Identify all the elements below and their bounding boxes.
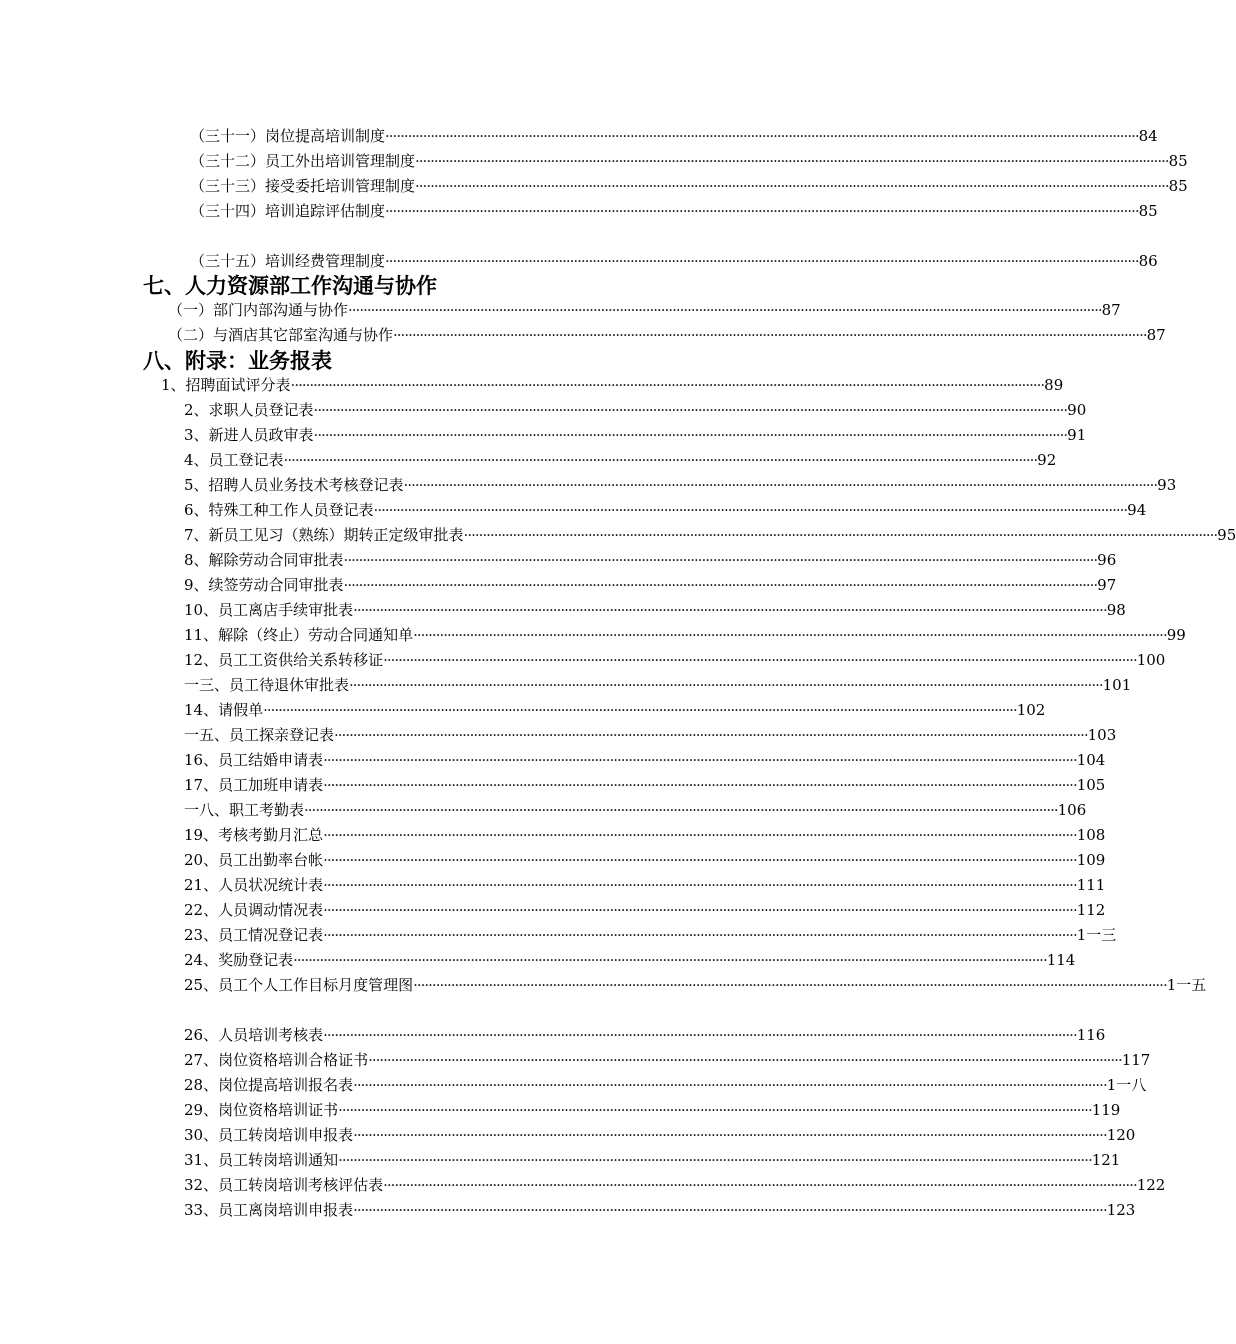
toc-page-number: 100 xyxy=(1136,651,1166,669)
toc-entry[interactable] xyxy=(184,1199,1136,1221)
toc-entry-title: 8、解除劳动合同审批表 xyxy=(184,551,344,569)
toc-page-number: 1一五 xyxy=(1166,976,1207,994)
toc-page-number: 104 xyxy=(1076,751,1106,769)
toc-entry[interactable] xyxy=(184,649,1166,671)
toc-leader: ········································································································································································································ xyxy=(385,127,1139,145)
toc-entry[interactable] xyxy=(168,299,1121,321)
toc-page-number: 1一八 xyxy=(1106,1076,1147,1094)
toc-entry[interactable] xyxy=(184,799,1087,821)
toc-entry-title: 2、求职人员登记表 xyxy=(184,401,314,419)
toc-entry-title: （三十三）接受委托培训管理制度 xyxy=(190,177,416,195)
toc-page-number: 97 xyxy=(1097,576,1117,594)
toc-entry[interactable] xyxy=(184,924,1117,946)
toc-entry-title: 10、员工离店手续审批表 xyxy=(184,601,354,619)
toc-leader: ········································································································································································································ xyxy=(323,1026,1077,1044)
toc-entry-title: 19、考核考勤月汇总 xyxy=(184,826,324,844)
toc-leader: ········································································································································································································ xyxy=(313,426,1068,444)
toc-leader: ········································································································································································································ xyxy=(313,401,1068,419)
toc-leader: ········································································································································································································ xyxy=(373,501,1128,519)
toc-leader: ········································································································································································································ xyxy=(353,1201,1107,1219)
toc-entry-title: 32、员工转岗培训考核评估表 xyxy=(184,1176,384,1194)
toc-page-number: 119 xyxy=(1091,1101,1121,1119)
toc-entry-title: 12、员工工资供给关系转移证 xyxy=(184,651,384,669)
toc-entry-title: 1、招聘面试评分表 xyxy=(161,376,291,394)
toc-page-number: 85 xyxy=(1168,177,1188,195)
toc-page-number: 84 xyxy=(1138,127,1158,145)
toc-entry-title: 14、请假单 xyxy=(184,701,264,719)
toc-entry-title: 23、员工情况登记表 xyxy=(184,926,324,944)
toc-entry[interactable] xyxy=(184,1024,1106,1046)
toc-entry[interactable] xyxy=(184,549,1117,571)
toc-page-number: 108 xyxy=(1076,826,1106,844)
toc-entry[interactable] xyxy=(184,949,1076,971)
toc-leader: ········································································································································································································ xyxy=(304,801,1058,819)
toc-entry[interactable] xyxy=(184,399,1087,421)
toc-leader: ········································································································································································································ xyxy=(283,451,1038,469)
toc-page-number: 111 xyxy=(1076,876,1106,894)
toc-entry-title: （三十一）岗位提高培训制度 xyxy=(190,127,386,145)
toc-leader: ········································································································································································································ xyxy=(323,826,1077,844)
toc-entry[interactable] xyxy=(184,1099,1121,1121)
toc-entry[interactable] xyxy=(184,524,1236,546)
toc-entry[interactable] xyxy=(184,1174,1166,1196)
toc-entry-title: 4、员工登记表 xyxy=(184,451,284,469)
toc-leader: ········································································································································································································ xyxy=(338,1151,1092,1169)
toc-leader: ········································································································································································································ xyxy=(323,901,1077,919)
toc-entry[interactable] xyxy=(184,849,1106,871)
toc-leader: ········································································································································································································ xyxy=(393,326,1147,344)
toc-entry-title: 3、新进人员政审表 xyxy=(184,426,314,444)
toc-entry[interactable] xyxy=(184,874,1106,896)
toc-page-number: 102 xyxy=(1016,701,1046,719)
toc-entry[interactable] xyxy=(184,1049,1151,1071)
toc-entry[interactable] xyxy=(184,574,1117,596)
toc-entry[interactable] xyxy=(184,474,1177,496)
toc-entry[interactable] xyxy=(184,449,1057,471)
toc-page-number: 105 xyxy=(1076,776,1106,794)
toc-leader: ········································································································································································································ xyxy=(348,301,1102,319)
toc-entry[interactable] xyxy=(184,674,1132,696)
toc-leader: ········································································································································································································ xyxy=(385,202,1139,220)
toc-leader: ········································································································································································································ xyxy=(323,876,1077,894)
toc-entry-title: （三十四）培训追踪评估制度 xyxy=(190,202,386,220)
toc-leader: ········································································································································································································ xyxy=(290,376,1045,394)
toc-page-number: 117 xyxy=(1121,1051,1151,1069)
toc-entry[interactable] xyxy=(184,824,1106,846)
toc-leader: ········································································································································································································ xyxy=(413,626,1167,644)
toc-leader: ········································································································································································································ xyxy=(383,651,1137,669)
toc-entry[interactable] xyxy=(190,200,1158,222)
section-heading-8: 八、附录：业务报表 xyxy=(143,348,332,373)
toc-page-number: 86 xyxy=(1138,252,1158,270)
toc-page-number: 120 xyxy=(1106,1126,1136,1144)
toc-leader: ········································································································································································································ xyxy=(323,776,1077,794)
toc-entry-title: 24、奖励登记表 xyxy=(184,951,294,969)
toc-leader: ········································································································································································································ xyxy=(385,252,1139,270)
toc-leader: ········································································································································································································ xyxy=(338,1101,1092,1119)
toc-entry-title: 9、续签劳动合同审批表 xyxy=(184,576,344,594)
toc-entry[interactable] xyxy=(184,499,1147,521)
toc-entry-title: 一五、员工探亲登记表 xyxy=(184,726,335,744)
toc-page-number: 99 xyxy=(1166,626,1186,644)
toc-entry-title: 27、岗位资格培训合格证书 xyxy=(184,1051,369,1069)
toc-entry[interactable] xyxy=(184,724,1117,746)
toc-entry[interactable] xyxy=(184,699,1046,721)
toc-page-number: 116 xyxy=(1076,1026,1106,1044)
toc-entry-title: 26、人员培训考核表 xyxy=(184,1026,324,1044)
toc-entry[interactable] xyxy=(184,599,1126,621)
toc-entry-title: 29、岗位资格培训证书 xyxy=(184,1101,339,1119)
toc-entry-title: （三十二）员工外出培训管理制度 xyxy=(190,152,416,170)
toc-leader: ········································································································································································································ xyxy=(383,1176,1137,1194)
toc-entry-title: （一）部门内部沟通与协作 xyxy=(168,301,349,319)
toc-entry-title: 31、员工转岗培训通知 xyxy=(184,1151,339,1169)
toc-page-number: 87 xyxy=(1101,301,1121,319)
toc-page-number: 93 xyxy=(1157,476,1177,494)
toc-entry-title: （二）与酒店其它部室沟通与协作 xyxy=(168,326,394,344)
toc-entry-title: 一三、员工待退休审批表 xyxy=(184,676,350,694)
toc-entry[interactable] xyxy=(184,774,1106,796)
toc-page-number: 112 xyxy=(1076,901,1106,919)
toc-entry-title: 5、招聘人员业务技术考核登记表 xyxy=(184,476,404,494)
toc-page-number: 103 xyxy=(1087,726,1117,744)
toc-page-number: 90 xyxy=(1067,401,1087,419)
toc-leader: ········································································································································································································ xyxy=(343,576,1098,594)
toc-page-number: 85 xyxy=(1138,202,1158,220)
toc-entry[interactable] xyxy=(168,324,1166,346)
toc-page-number: 109 xyxy=(1076,851,1106,869)
toc-page-number: 106 xyxy=(1057,801,1087,819)
toc-entry[interactable] xyxy=(161,374,1064,396)
toc-page-number: 95 xyxy=(1217,526,1236,544)
toc-entry-title: 6、特殊工种工作人员登记表 xyxy=(184,501,374,519)
toc-page-number: 123 xyxy=(1106,1201,1136,1219)
toc-leader: ········································································································································································································ xyxy=(403,476,1158,494)
toc-page-number: 96 xyxy=(1097,551,1117,569)
toc-entry[interactable] xyxy=(184,1074,1147,1096)
toc-leader: ········································································································································································································ xyxy=(293,951,1047,969)
toc-leader: ········································································································································································································ xyxy=(343,551,1098,569)
toc-entry[interactable] xyxy=(184,1124,1136,1146)
toc-leader: ········································································································································································································ xyxy=(353,601,1107,619)
toc-entry-title: 22、人员调动情况表 xyxy=(184,901,324,919)
toc-leader: ········································································································································································································ xyxy=(334,726,1088,744)
toc-leader: ········································································································································································································ xyxy=(463,526,1218,544)
toc-entry-title: 7、新员工见习（熟练）期转正定级审批表 xyxy=(184,526,464,544)
toc-entry[interactable] xyxy=(190,150,1188,172)
toc-page-number: 94 xyxy=(1127,501,1147,519)
toc-entry-title: （三十五）培训经费管理制度 xyxy=(190,252,386,270)
toc-leader: ········································································································································································································ xyxy=(349,676,1103,694)
toc-entry-title: 21、人员状况统计表 xyxy=(184,876,324,894)
toc-page-number: 114 xyxy=(1046,951,1076,969)
toc-page-number: 101 xyxy=(1102,676,1132,694)
toc-entry-title: 20、员工出勤率台帐 xyxy=(184,851,324,869)
toc-entry[interactable] xyxy=(184,974,1207,996)
toc-leader: ········································································································································································································ xyxy=(415,152,1169,170)
toc-entry-title: 11、解除（终止）劳动合同通知单 xyxy=(184,626,414,644)
toc-entry[interactable] xyxy=(190,175,1188,197)
toc-page-number: 122 xyxy=(1136,1176,1166,1194)
toc-page-number: 98 xyxy=(1106,601,1126,619)
toc-leader: ········································································································································································································ xyxy=(323,926,1077,944)
toc-leader: ········································································································································································································ xyxy=(368,1051,1122,1069)
toc-entry[interactable] xyxy=(184,424,1087,446)
toc-leader: ········································································································································································································ xyxy=(323,751,1077,769)
toc-entry-title: 33、员工离岗培训申报表 xyxy=(184,1201,354,1219)
toc-entry-title: 17、员工加班申请表 xyxy=(184,776,324,794)
toc-entry[interactable] xyxy=(184,749,1106,771)
toc-page-number: 89 xyxy=(1044,376,1064,394)
toc-leader: ········································································································································································································ xyxy=(413,976,1167,994)
toc-leader: ········································································································································································································ xyxy=(415,177,1169,195)
toc-entry-title: 28、岗位提高培训报名表 xyxy=(184,1076,354,1094)
toc-entry[interactable] xyxy=(190,250,1158,272)
toc-entry-title: 25、员工个人工作目标月度管理图 xyxy=(184,976,414,994)
toc-page-number: 1一三 xyxy=(1076,926,1117,944)
toc-page-number: 92 xyxy=(1037,451,1057,469)
toc-entry-title: 一八、职工考勤表 xyxy=(184,801,305,819)
toc-leader: ········································································································································································································ xyxy=(353,1126,1107,1144)
toc-page-number: 121 xyxy=(1091,1151,1121,1169)
toc-leader: ········································································································································································································ xyxy=(323,851,1077,869)
toc-entry[interactable] xyxy=(184,1149,1121,1171)
toc-entry-title: 16、员工结婚申请表 xyxy=(184,751,324,769)
toc-page-number: 87 xyxy=(1146,326,1166,344)
toc-page-number: 91 xyxy=(1067,426,1087,444)
section-heading-7: 七、人力资源部工作沟通与协作 xyxy=(143,273,437,298)
toc-entry[interactable] xyxy=(184,624,1186,646)
toc-leader: ········································································································································································································ xyxy=(263,701,1017,719)
toc-leader: ········································································································································································································ xyxy=(353,1076,1107,1094)
toc-page-number: 85 xyxy=(1168,152,1188,170)
toc-entry-title: 30、员工转岗培训申报表 xyxy=(184,1126,354,1144)
toc-entry[interactable] xyxy=(184,899,1106,921)
toc-entry[interactable] xyxy=(190,125,1158,147)
